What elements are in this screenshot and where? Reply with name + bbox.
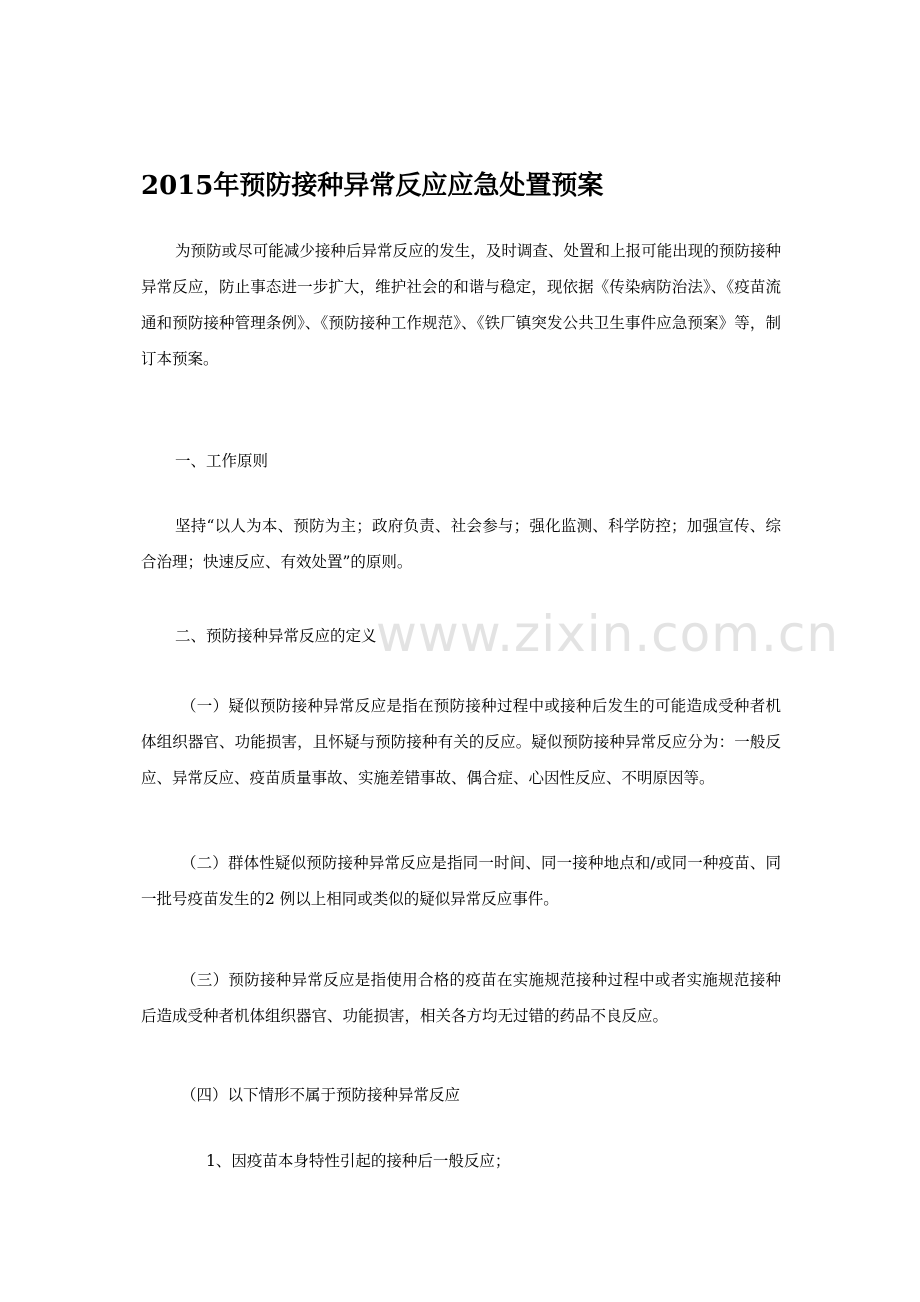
section-heading-principles: 一、工作原则	[175, 452, 269, 470]
section-heading-definition: 二、预防接种异常反应的定义	[175, 627, 377, 645]
intro-paragraph: 为预防或尽可能减少接种后异常反应的发生，及时调查、处置和上报可能出现的预防接种异常反应，防止事态进一步扩大，维护社会的和谐与稳定，现依据《传染病防治法》、《疫苗流通和预防接种管理条例》、《预防接种工作规范》、《铁厂镇突发公共卫生事件应急预案》等，制订本预案。	[141, 242, 781, 368]
definition-item-4: （四）以下情形不属于预防接种异常反应	[181, 1086, 461, 1104]
principles-paragraph: 坚持“以人为本、预防为主；政府负责、社会参与；强化监测、科学防控；加强宣传、综合治理；快速反应、有效处置”的原则。	[141, 517, 781, 571]
exclusion-item-1: 1、因疫苗本身特性引起的接种后一般反应；	[206, 1152, 511, 1170]
definition-item-1: （一）疑似预防接种异常反应是指在预防接种过程中或接种后发生的可能造成受种者机体组织器官、功能损害，且怀疑与预防接种有关的反应。疑似预防接种异常反应分为：一般反应、异常反应、疫苗质量事故、实施差错事故、偶合症、心因性反应、不明原因等。	[141, 697, 781, 787]
watermark: www.zixin.com.cn	[376, 605, 840, 663]
definition-item-2: （二）群体性疑似预防接种异常反应是指同一时间、同一接种地点和/或同一种疫苗、同一批号疫苗发生的2 例以上相同或类似的疑似异常反应事件。	[141, 854, 781, 908]
definition-item-3: （三）预防接种异常反应是指使用合格的疫苗在实施规范接种过程中或者实施规范接种后造成受种者机体组织器官、功能损害，相关各方均无过错的药品不良反应。	[141, 971, 781, 1025]
document-title: 2015年预防接种异常反应应急处置预案	[141, 171, 604, 201]
